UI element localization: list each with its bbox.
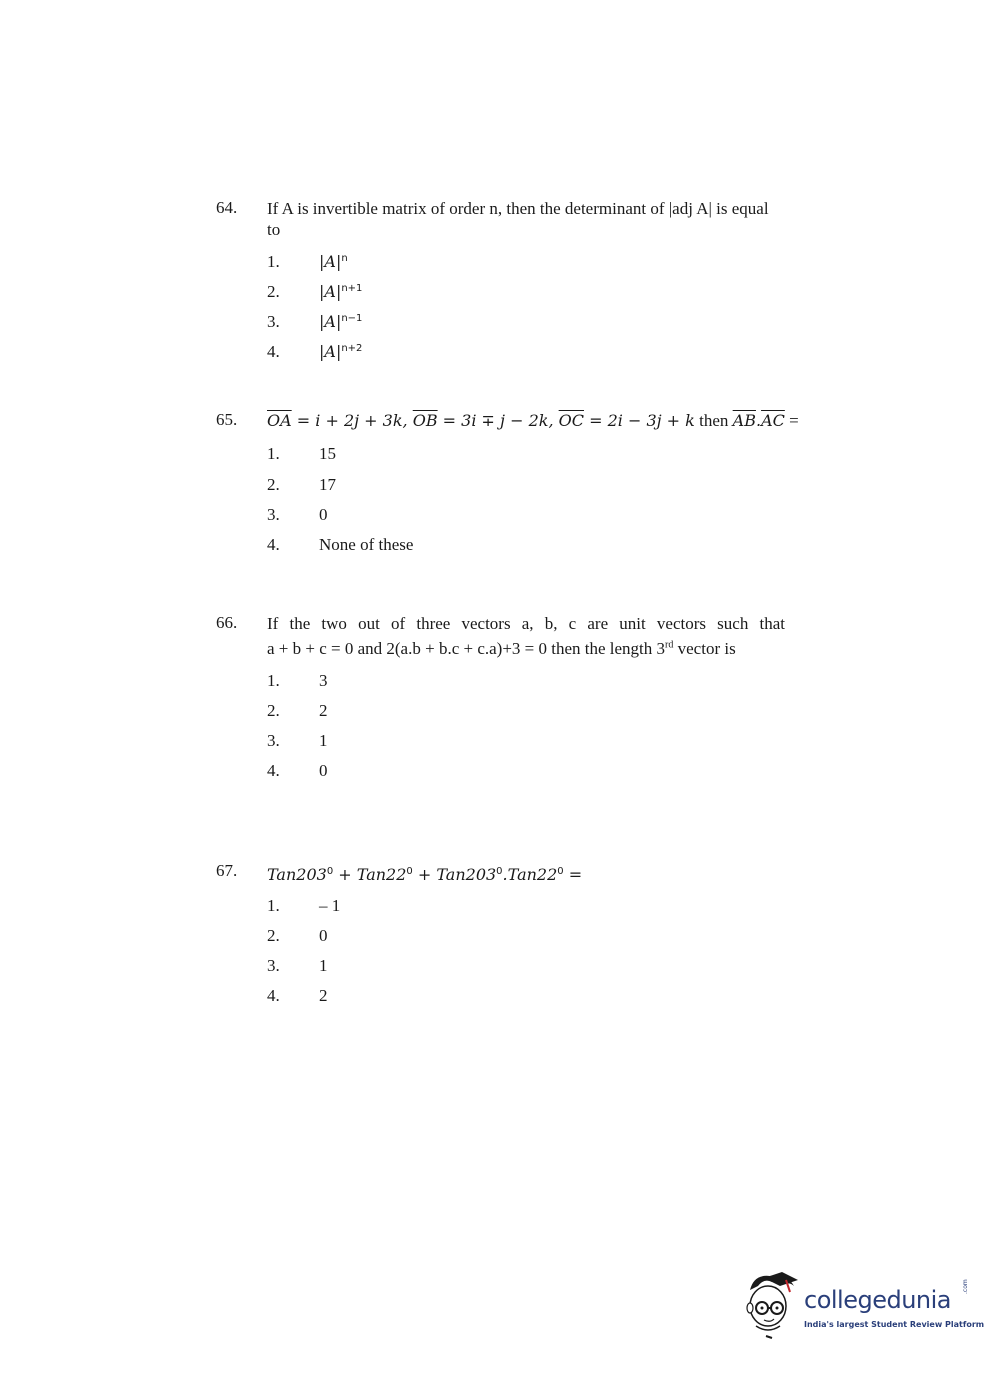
option-value: 2	[319, 986, 328, 1005]
option-number: 2.	[267, 475, 280, 494]
question-text: $\overline{OA} = i + 2j + 3k$, $\overline{OB} = 3i \mp j - 2k$, $\overline{OC} = 2i - 3j + k$ then $\overline{AB}.\overline{AC}$ =	[267, 411, 799, 430]
option-value: 15	[319, 444, 336, 463]
option-value: 1	[319, 731, 328, 750]
option-value: 17	[319, 475, 336, 494]
option-value: $|A|^{n+2}$	[319, 342, 363, 361]
question-number: 66.	[216, 613, 238, 632]
vector-ac: $\overline{AC}$	[761, 411, 785, 430]
vector-ab: $\overline{AB}$	[732, 411, 756, 430]
option-value: – 1	[319, 896, 341, 915]
option-number: 2.	[267, 282, 280, 301]
question-number: 64.	[216, 198, 238, 217]
option-number: 4.	[267, 761, 280, 780]
option-value: $|A|^n$	[319, 252, 348, 271]
mascot-icon	[740, 1270, 804, 1340]
option-value: 0	[319, 926, 328, 945]
option-number: 4.	[267, 535, 280, 554]
option-number: 3.	[267, 956, 280, 975]
logo-suffix: .com	[962, 1279, 969, 1294]
option-value: 0	[319, 505, 328, 524]
option-number: 1.	[267, 896, 280, 915]
option-number: 1.	[267, 444, 280, 463]
option-number: 1.	[267, 252, 280, 271]
question-text-line-1: If the two out of three vectors a, b, c are unit vectors such that	[267, 614, 785, 633]
question-expression: $Tan203^0 + Tan22^0 + Tan203^0.Tan22^0$ =	[267, 865, 583, 884]
collegedunia-logo	[740, 1270, 985, 1340]
option-number: 4.	[267, 986, 280, 1005]
option-number: 1.	[267, 671, 280, 690]
vector-ob: $\overline{OB}$	[412, 411, 438, 430]
logo-wordmark: collegedunia	[804, 1286, 952, 1314]
option-value: 2	[319, 701, 328, 720]
option-value: 0	[319, 761, 328, 780]
vector-oa: $\overline{OA}$	[267, 411, 292, 430]
option-number: 2.	[267, 701, 280, 720]
option-value: $|A|^{n-1}$	[319, 312, 363, 331]
option-number: 2.	[267, 926, 280, 945]
option-value: None of these	[319, 535, 414, 554]
option-value: $|A|^{n+1}$	[319, 282, 363, 301]
question-text-line-2: a + b + c = 0 and 2(a.b + b.c + c.a)+3 = 0 then the length 3rd vector is	[267, 639, 736, 658]
vector-oc: $\overline{OC}$	[558, 411, 584, 430]
logo-tagline: India's largest Student Review Platform	[804, 1320, 985, 1329]
option-number: 3.	[267, 505, 280, 524]
option-number: 4.	[267, 342, 280, 361]
option-value: 3	[319, 671, 328, 690]
question-number: 67.	[216, 861, 238, 880]
option-number: 3.	[267, 731, 280, 750]
question-number: 65.	[216, 410, 238, 429]
option-number: 3.	[267, 312, 280, 331]
question-text: If A is invertible matrix of order n, then the determinant of |adj A| is equal to	[267, 199, 769, 239]
option-value: 1	[319, 956, 328, 975]
